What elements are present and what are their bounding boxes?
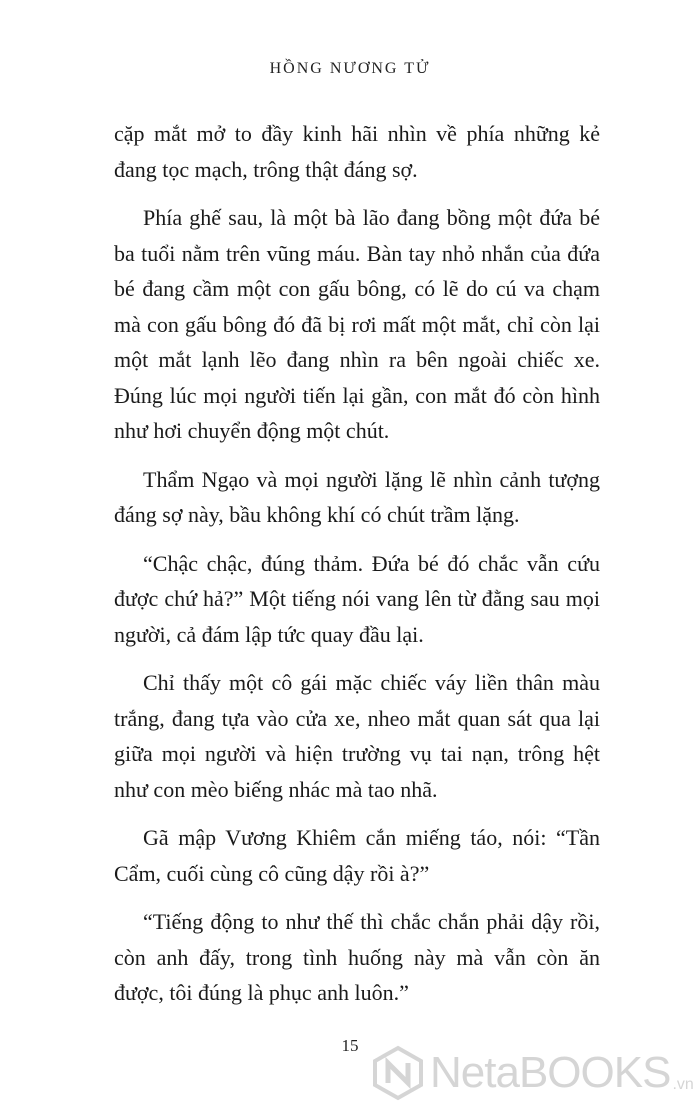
watermark [370,1038,694,1108]
paragraph-6: Gã mập Vương Khiêm cắn miếng táo, nói: “Tần Cẩm, cuối cùng cô cũng dậy rồi à?” [114,825,600,886]
paragraph-5: Chỉ thấy một cô gái mặc chiếc váy liền thân màu trắng, đang tựa vào cửa xe, nheo mắt quan sát qua lại giữa mọi người và hiện trường vụ tai nạn, trông hệt như con mèo biếng nhác mà tao nhã. [114,670,600,802]
paragraph-1: cặp mắt mở to đầy kinh hãi nhìn về phía những kẻ đang tọc mạch, trông thật đáng sợ. [114,121,600,182]
running-title: HỒNG NƯƠNG TỬ [269,60,431,77]
paragraph-4: “Chậc chậc, đúng thảm. Đứa bé đó chắc vẫn cứu được chứ hả?” Một tiếng nói vang lên từ đằng sau mọi người, cả đám lập tức quay đầu lại. [114,550,600,647]
page-number: 15 [341,1036,359,1055]
body-text [114,116,600,1024]
paragraph-2: Phía ghế sau, là một bà lão đang bồng một đứa bé ba tuổi nằm trên vũng máu. Bàn tay nhỏ nhắn của đứa bé đang cầm một con gấu bông, có lẽ do cú va chạm mà con gấu bông đó đã bị rơi mất một mắt, chỉ còn lại một mắt lạnh lẽo đang nhìn ra bên ngoài chiếc xe. Đúng lúc mọi người tiến lại gần, con mắt đó còn hình như hơi chuyển động một chút. [114,205,600,443]
watermark-suffix: .vn [672,1076,694,1093]
netabooks-logo-icon [370,1045,426,1101]
watermark-brand: NetaBOOKS [430,1048,671,1097]
paragraph-7: “Tiếng động to như thế thì chắc chắn phải dậy rồi, còn anh đấy, trong tình huống này mà vẫn còn ăn được, tôi đúng là phục anh luôn.” [114,909,600,1005]
paragraph-3: Thẩm Ngạo và mọi người lặng lẽ nhìn cảnh tượng đáng sợ này, bầu không khí có chút trầm lặng. [114,466,600,527]
